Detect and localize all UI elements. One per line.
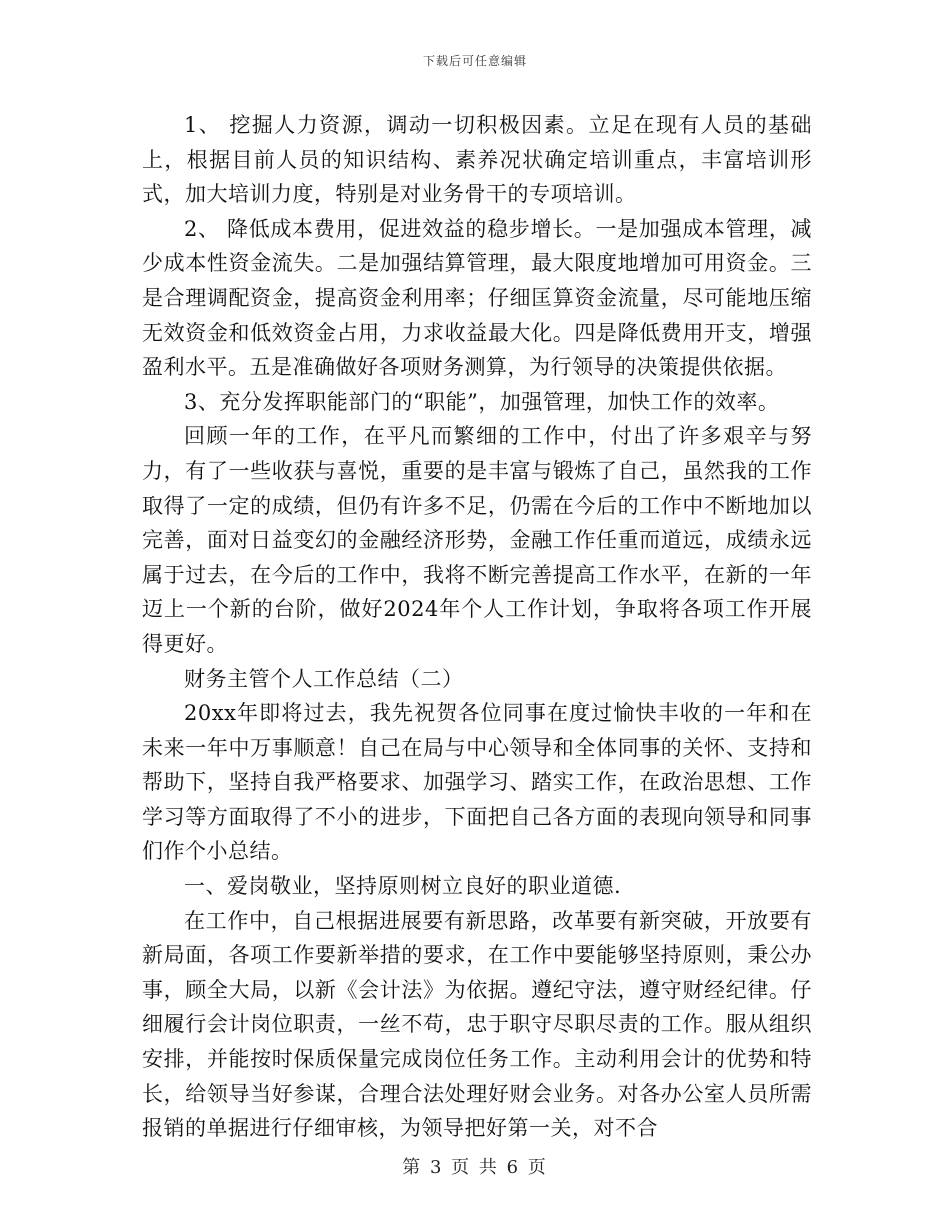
paragraph-review: 回顾一年的工作，在平凡而繁细的工作中，付出了许多艰辛与努力，有了一些收获与喜悦，重要的是丰富与锻炼了自己，虽然我的工作取得了一定的成绩，但仍有许多不足，仍需在今后的工作中不断地加以完善，面对日益变幻的金融经济形势，金融工作任重而道远，成绩永远属于过去，在今后的工作中，我将不断完善提高工作水平，在新的一年迈上一个新的台阶，做好2024年个人工作计划，争取将各项工作开展得更好。 xyxy=(142,424,812,656)
paragraph-item-1: 1、 挖掘人力资源，调动一切积极因素。立足在现有人员的基础上，根据目前人员的知识结构、素养况状确定培训重点，丰富培训形式，加大培训力度，特别是对业务骨干的专项培训。 xyxy=(142,113,812,207)
page-number: 第 3 页 共 6 页 xyxy=(402,1157,548,1178)
paragraph-item-2: 2、 降低成本费用，促进效益的稳步增长。一是加强成本管理，减少成本性资金流失。二是加强结算管理，最大限度地增加可用资金。三是合理调配资金，提高资金利用率；仔细匡算资金流量，尽可能地压缩无效资金和低效资金占用，力求收益最大化。四是降低费用开支，增强盈利水平。五是准确做好各项财务测算，为行领导的决策提供依据。 xyxy=(142,216,812,380)
paragraph-work: 在工作中，自己根据进展要有新思路，改革要有新突破，开放要有新局面，各项工作要新举措的要求，在工作中要能够坚持原则，秉公办事，顾全大局，以新《会计法》为依据。遵纪守法，遵守财经纪律。仔细履行会计岗位职责，一丝不苟，忠于职守尽职尽责的工作。服从组织安排，并能按时保质保量完成岗位任务工作。主动利用会计的优势和特长，给领导当好参谋，合理合法处理好财会业务。对各办公室人员所需报销的单据进行仔细审核，为领导把好第一关，对不合 xyxy=(142,908,812,1141)
document-body xyxy=(142,108,812,1146)
paragraph-item-3: 3、充分发挥职能部门的“职能”，加强管理，加快工作的效率。 xyxy=(184,389,780,414)
section-heading-1: 一、爱岗敬业，坚持原则树立良好的职业道德. xyxy=(184,874,622,899)
paragraph-intro: 20xx年即将过去，我先祝贺各位同事在度过愉快丰收的一年和在未来一年中万事顺意！自己在局与中心领导和全体同事的关怀、支持和帮助下，坚持自我严格要求、加强学习、踏实工作，在政治思想、工作学习等方面取得了不小的进步，下面把自己各方面的表现向领导和同事们作个小总结。 xyxy=(142,701,812,864)
section-title: 财务主管个人工作总结（二） xyxy=(184,666,464,691)
page-header-note: 下载后可任意编辑 xyxy=(422,54,527,68)
